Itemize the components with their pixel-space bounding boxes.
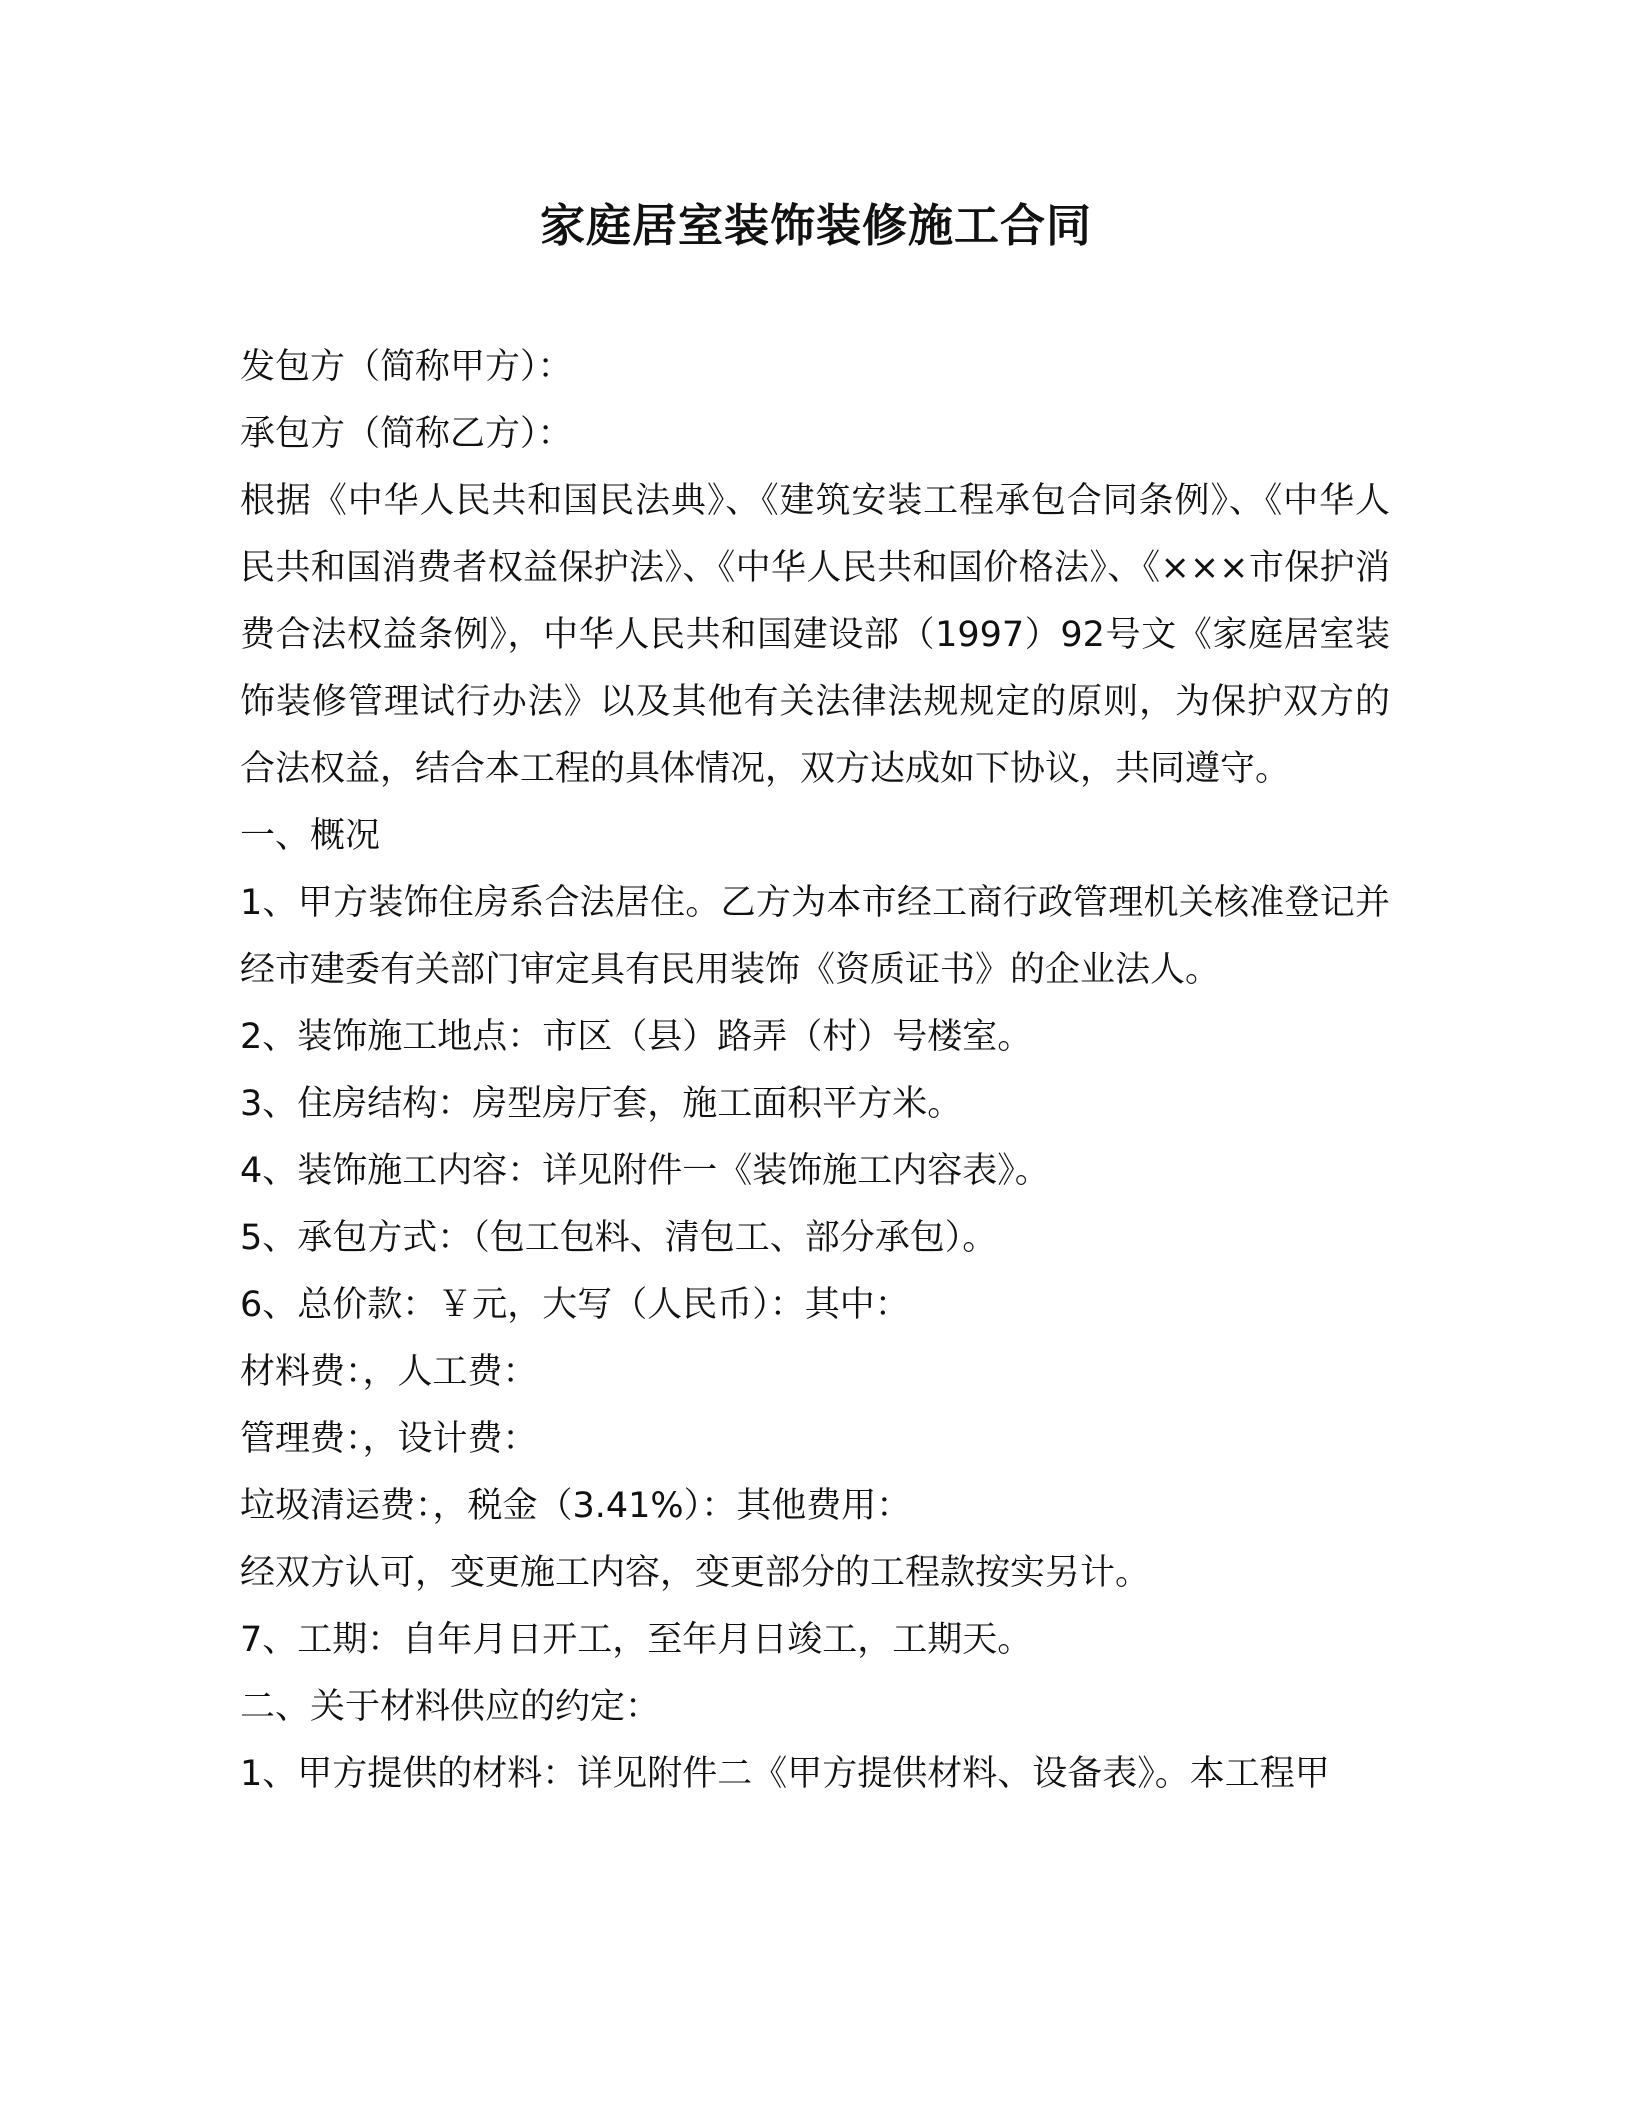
section-heading-overview: 一、概况 bbox=[240, 816, 381, 856]
clause-2-1: 1、甲方提供的材料：详见附件二《甲方提供材料、设备表》。本工程甲 bbox=[240, 1754, 1330, 1794]
party-a-line: 发包方（简称甲方）： bbox=[240, 347, 573, 387]
clause-1-1: 1、甲方装饰住房系合法居住。乙方为本市经工商行政管理机关核准登记并经市建委有关部门审定具有民用装饰《资质证书》的企业法人。 bbox=[240, 883, 1390, 990]
cost-line-materials: 材料费：，人工费： bbox=[240, 1352, 538, 1392]
clause-1-7: 7、工期：自年月日开工，至年月日竣工，工期天。 bbox=[240, 1620, 1033, 1660]
document-title: 家庭居室装饰装修施工合同 bbox=[539, 199, 1092, 252]
clause-1-4: 4、装饰施工内容：详见附件一《装饰施工内容表》。 bbox=[240, 1151, 1050, 1191]
section-heading-materials: 二、关于材料供应的约定： bbox=[240, 1687, 661, 1727]
clause-1-5: 5、承包方式：（包工包料、清包工、部分承包）。 bbox=[240, 1218, 998, 1258]
party-b-line: 承包方（简称乙方）： bbox=[240, 414, 573, 454]
cost-line-other: 垃圾清运费：，税金（3.41%）：其他费用： bbox=[240, 1486, 912, 1526]
clause-1-6: 6、总价款：￥元，大写（人民币）：其中： bbox=[240, 1285, 910, 1325]
clause-1-2: 2、装饰施工地点：市区（县）路弄（村）号楼室。 bbox=[240, 1017, 1033, 1057]
document-body bbox=[240, 334, 1390, 1808]
cost-line-management: 管理费：，设计费： bbox=[240, 1419, 538, 1459]
change-note: 经双方认可，变更施工内容，变更部分的工程款按实另计。 bbox=[240, 1553, 1151, 1593]
preamble-paragraph: 根据《中华人民共和国民法典》、《建筑安装工程承包合同条例》、《中华人民共和国消费者权益保护法》、《中华人民共和国价格法》、《×××市保护消费合法权益条例》，中华人民共和国建设部（1997）92号文《家庭居室装饰装修管理试行办法》以及其他有关法律法规规定的原则，为保护双方的合法权益，结合本工程的具体情况，双方达成如下协议，共同遵守。 bbox=[240, 481, 1390, 789]
clause-1-3: 3、住房结构：房型房厅套，施工面积平方米。 bbox=[240, 1084, 963, 1124]
